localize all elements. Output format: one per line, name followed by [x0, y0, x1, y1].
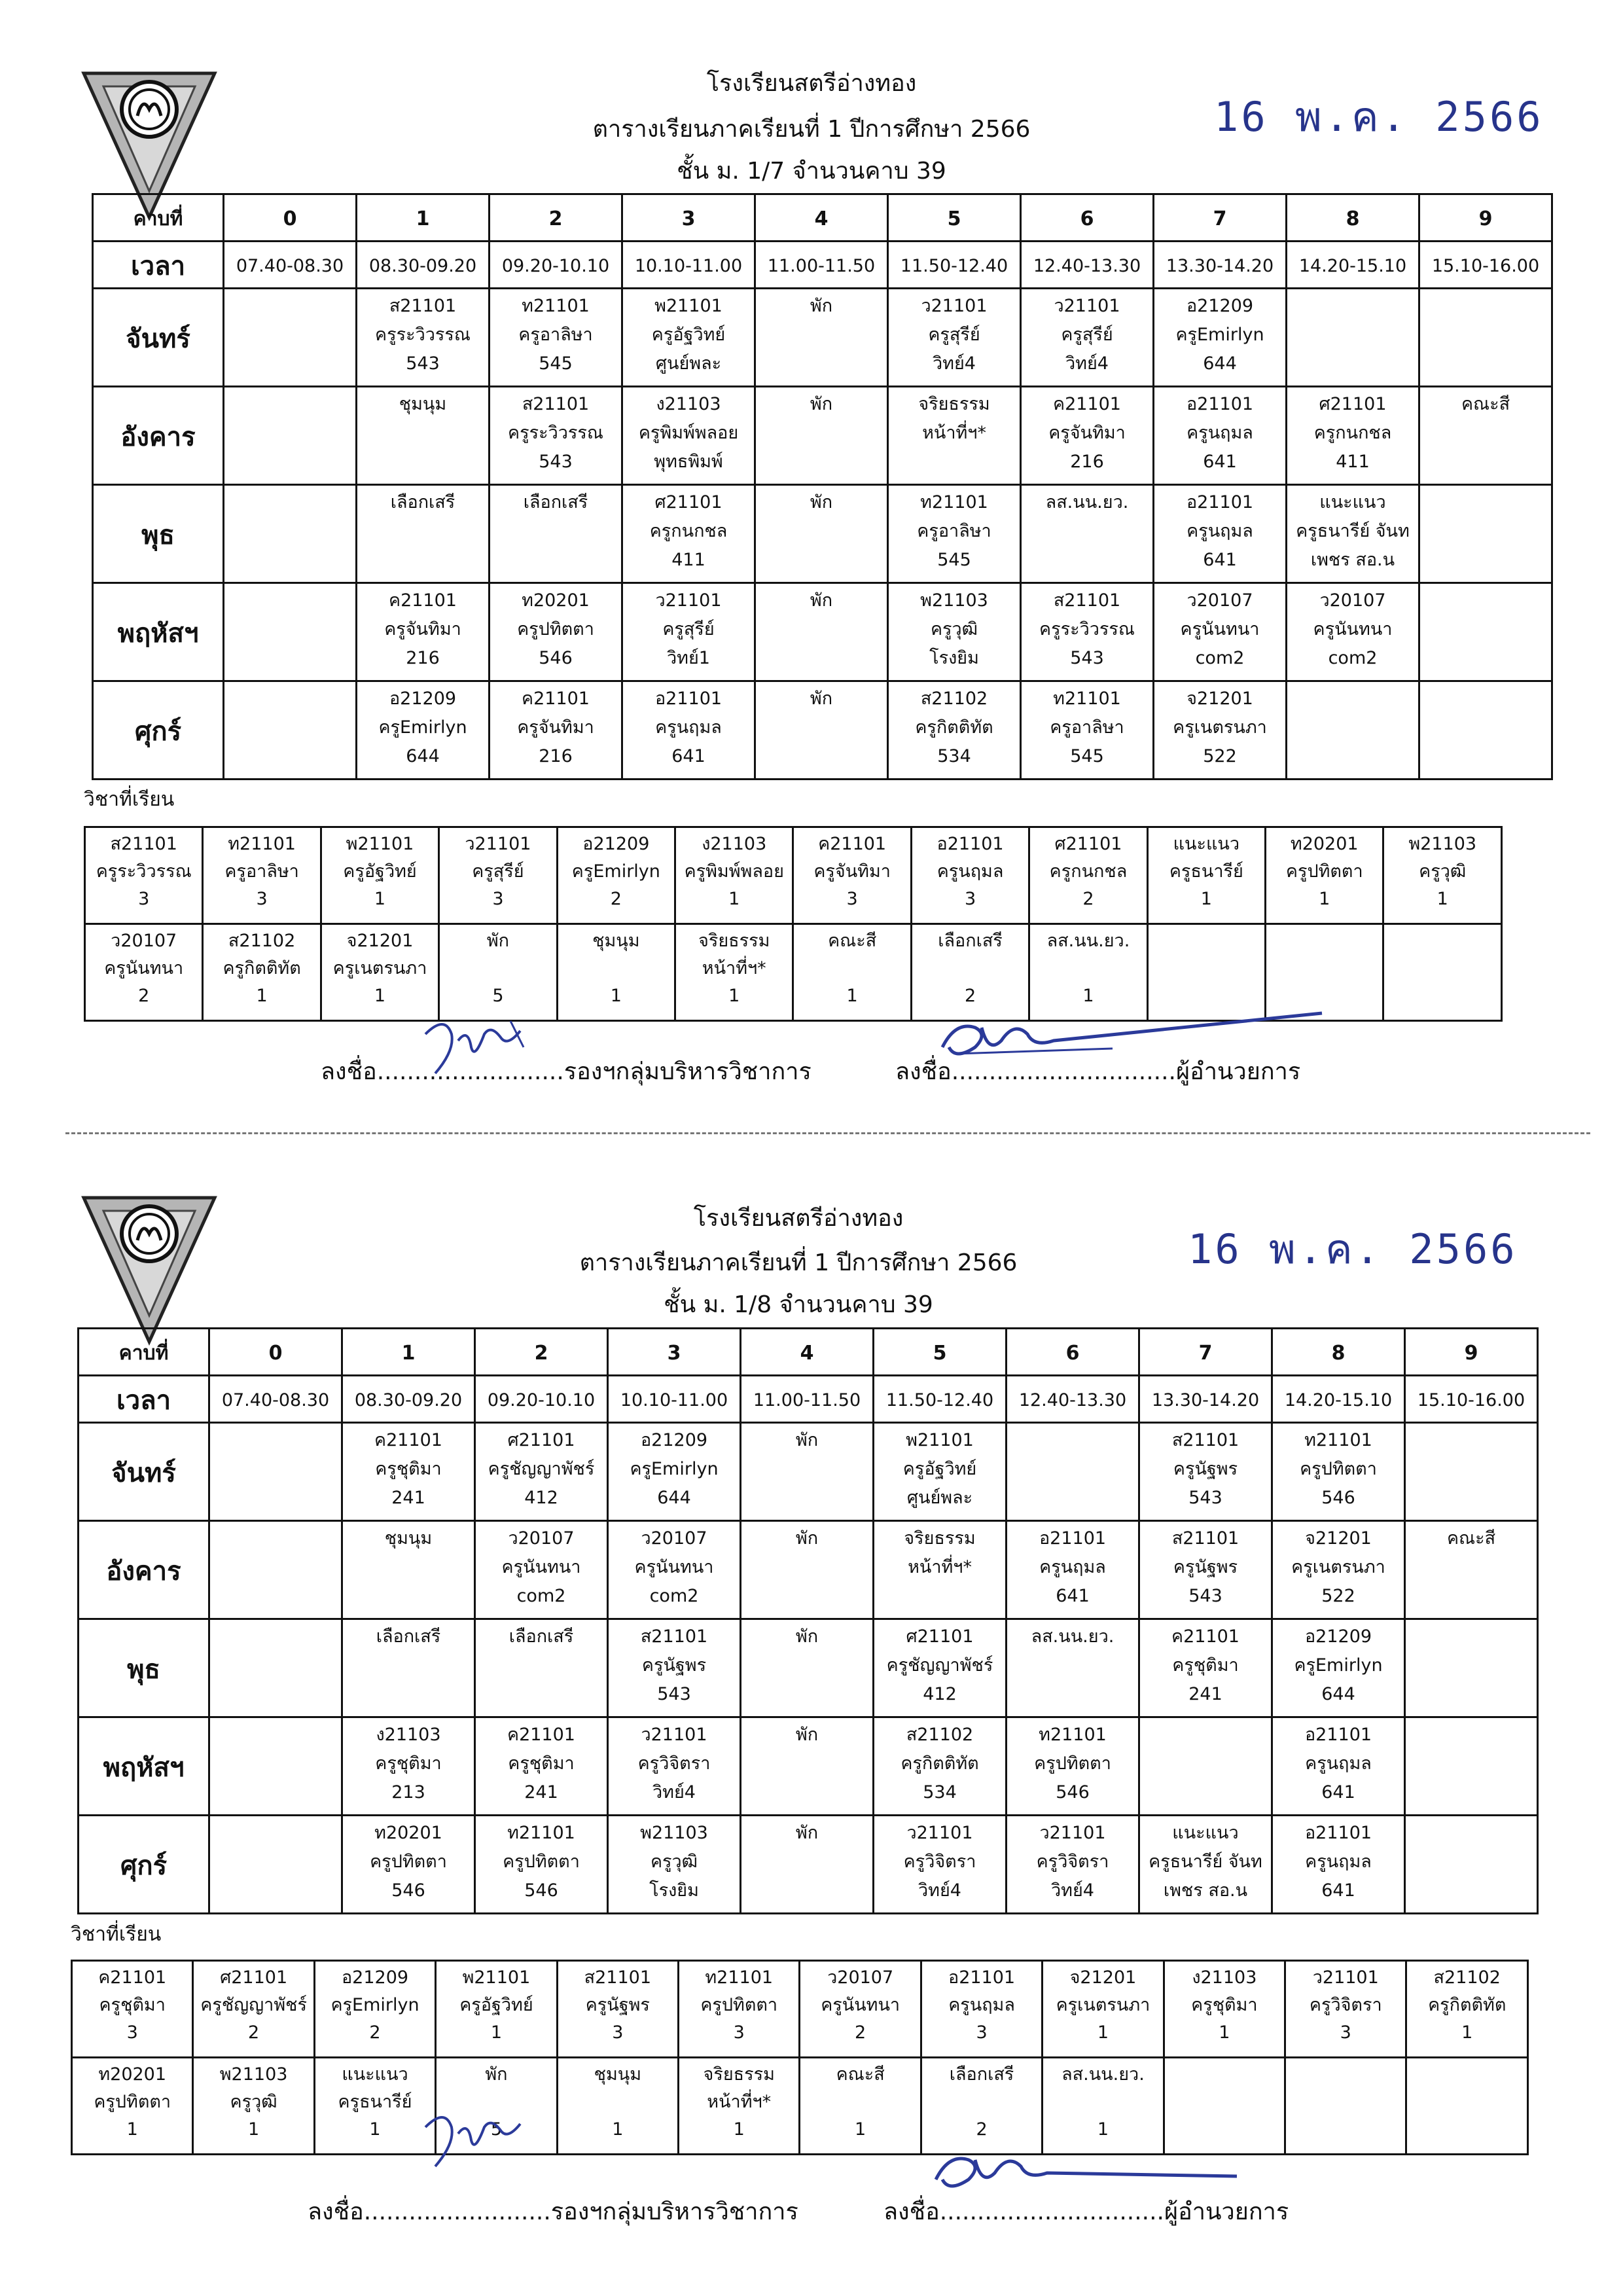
day-label: ศุกร์	[93, 681, 224, 780]
class-cell: ศ21101 ครูชัญญาพัชร์ 412	[475, 1423, 608, 1521]
class-cell: ท21101 ครูอาลิษา 545	[1021, 681, 1154, 780]
class-cell	[1419, 681, 1552, 780]
class-cell: ชุมนุม	[357, 387, 490, 485]
class-cell	[209, 1521, 342, 1619]
class-cell	[1419, 583, 1552, 681]
subject-cell: ค21101 ครูจันทิมา 3	[793, 827, 911, 924]
class-cell: ว21101 ครูสุรีย์ วิทย์1	[622, 583, 755, 681]
period-time: 15.10-16.00	[1419, 242, 1552, 289]
class-cell: ว20107 ครูนันทนา com2	[608, 1521, 741, 1619]
class-cell: ว21101 ครูวิจิตรา วิทย์4	[874, 1816, 1007, 1914]
period-time: 11.00-11.50	[741, 1376, 874, 1423]
period-number: 3	[622, 194, 755, 242]
period-time: 11.50-12.40	[888, 242, 1021, 289]
class-cell	[1287, 681, 1419, 780]
subject-cell: ว21101 ครูสุรีย์ 3	[439, 827, 557, 924]
subject-cell: ว20107 ครูนันทนา 2	[800, 1961, 921, 2058]
period-number: 4	[741, 1329, 874, 1376]
timetable	[77, 1327, 1539, 1914]
class-cell: ค21101 ครูจันทิมา 216	[357, 583, 490, 681]
subject-cell: อ21209 ครูEmirlyn 2	[314, 1961, 435, 2058]
class-cell: ค21101 ครูชุติมา 241	[342, 1423, 475, 1521]
class-cell: เลือกเสรี	[357, 485, 490, 583]
class-cell: ท21101 ครูอาลิษา 545	[490, 289, 622, 387]
subject-cell	[1383, 924, 1502, 1021]
class-cell	[209, 1816, 342, 1914]
subject-cell: ว20107 ครูนันทนา 2	[85, 924, 203, 1021]
class-cell: พ21101 ครูอัฐวิทย์ ศูนย์พละ	[874, 1423, 1007, 1521]
class-cell: อ21101 ครูนฤมล 641	[1007, 1521, 1139, 1619]
period-time: 11.50-12.40	[874, 1376, 1007, 1423]
class-cell: คณะสี	[1405, 1521, 1538, 1619]
class-cell	[1287, 289, 1419, 387]
class-cell: พัก	[755, 289, 888, 387]
class-cell	[224, 387, 357, 485]
period-time: 10.10-11.00	[622, 242, 755, 289]
period-time: 10.10-11.00	[608, 1376, 741, 1423]
period-number: 5	[874, 1329, 1007, 1376]
subject-cell: ท21101 ครูปทิตตา 3	[679, 1961, 800, 2058]
term-title: ตารางเรียนภาคเรียนที่ 1 ปีการศึกษา 2566	[592, 116, 1031, 143]
subject-cell: แนะแนว ครูธนารีย์ 1	[314, 2058, 435, 2155]
class-cell: ส21101 ครูระวิวรรณ 543	[1021, 583, 1154, 681]
subject-cell	[1266, 924, 1383, 1021]
schedule-sheet-1	[0, 0, 1623, 1113]
period-number: 1	[342, 1329, 475, 1376]
period-header-label: คาบที่	[79, 1329, 209, 1376]
subject-cell: ง21103 ครูพิมพ์พลอย 1	[675, 827, 793, 924]
class-cell: พ21101 ครูอัฐวิทย์ ศูนย์พละ	[622, 289, 755, 387]
subject-cell: ง21103 ครูชุติมา 1	[1164, 1961, 1285, 2058]
class-cell: ลส.นน.ยว.	[1007, 1619, 1139, 1717]
class-line: ชั้น ม. 1/7 จำนวนคาบ 39	[677, 158, 946, 185]
subject-cell: จริยธรรม หน้าที่ฯ* 1	[675, 924, 793, 1021]
class-cell	[224, 289, 357, 387]
day-label: พุธ	[79, 1619, 209, 1717]
class-cell: พัก	[741, 1717, 874, 1816]
class-cell: แนะแนว ครูธนารีย์ จันท เพชร สอ.น	[1287, 485, 1419, 583]
period-time: 09.20-10.10	[475, 1376, 608, 1423]
class-cell	[1405, 1619, 1538, 1717]
class-cell: ท20201 ครูปทิตตา 546	[342, 1816, 475, 1914]
class-cell: ส21101 ครูนัฐพร 543	[608, 1619, 741, 1717]
period-time: 14.20-15.10	[1272, 1376, 1405, 1423]
class-cell	[1405, 1717, 1538, 1816]
class-cell	[1405, 1423, 1538, 1521]
class-cell: ว21101 ครูวิจิตรา วิทย์4	[608, 1717, 741, 1816]
class-cell: ท21101 ครูปทิตตา 546	[1007, 1717, 1139, 1816]
subject-cell: ลส.นน.ยว. 1	[1029, 924, 1147, 1021]
schedule-sheet-2	[0, 1139, 1623, 2251]
subject-cell: อ21209 ครูEmirlyn 2	[557, 827, 675, 924]
subject-cell	[1147, 924, 1265, 1021]
subject-cell	[1406, 2058, 1528, 2155]
period-number: 8	[1287, 194, 1419, 242]
term-title: ตารางเรียนภาคเรียนที่ 1 ปีการศึกษา 2566	[579, 1249, 1018, 1276]
vice-director-signature	[412, 2101, 563, 2179]
period-number: 1	[357, 194, 490, 242]
class-cell: อ21101 ครูนฤมล 641	[1154, 485, 1287, 583]
subject-cell: คณะสี 1	[800, 2058, 921, 2155]
class-cell: ส21101 ครูนัฐพร 543	[1139, 1423, 1272, 1521]
period-number: 9	[1405, 1329, 1538, 1376]
period-number: 7	[1139, 1329, 1272, 1376]
class-cell: ว21101 ครูวิจิตรา วิทย์4	[1007, 1816, 1139, 1914]
day-label: พฤหัสฯ	[79, 1717, 209, 1816]
day-label: อังคาร	[93, 387, 224, 485]
class-cell	[224, 485, 357, 583]
period-time: 12.40-13.30	[1007, 1376, 1139, 1423]
subjects-label: วิชาที่เรียน	[84, 788, 175, 811]
subject-cell: อ21101 ครูนฤมล 3	[911, 827, 1029, 924]
class-cell: ค21101 ครูจันทิมา 216	[490, 681, 622, 780]
class-cell: ว20107 ครูนันทนา com2	[1287, 583, 1419, 681]
subject-cell: ท21101 ครูอาลิษา 3	[203, 827, 321, 924]
period-time: 12.40-13.30	[1021, 242, 1154, 289]
subject-cell: คณะสี 1	[793, 924, 911, 1021]
period-number: 9	[1419, 194, 1552, 242]
period-number: 4	[755, 194, 888, 242]
period-number: 3	[608, 1329, 741, 1376]
school-name: โรงเรียนสตรีอ่างทอง	[706, 70, 917, 97]
class-cell: พัก	[741, 1816, 874, 1914]
date-stamp: 16 พ.ค. 2566	[1188, 1225, 1518, 1273]
period-time: 13.30-14.20	[1154, 242, 1287, 289]
sign-vice-director: ลงชื่อ.........................รองฯกลุ่มบริหารวิชาการ	[308, 2198, 798, 2225]
class-cell: พ21103 ครูวุฒิ โรงยิม	[608, 1816, 741, 1914]
subject-cell: พัก 5	[436, 2058, 557, 2155]
class-cell	[209, 1423, 342, 1521]
period-number: 2	[475, 1329, 608, 1376]
period-time: 08.30-09.20	[357, 242, 490, 289]
sign-vice-director: ลงชื่อ.........................รองฯกลุ่มบริหารวิชาการ	[321, 1058, 812, 1085]
class-line: ชั้น ม. 1/8 จำนวนคาบ 39	[664, 1291, 933, 1318]
cut-line-divider	[65, 1132, 1590, 1134]
class-cell: อ21101 ครูนฤมล 641	[622, 681, 755, 780]
subject-cell: ท20201 ครูปทิตตา 1	[1266, 827, 1383, 924]
subject-cell: จริยธรรม หน้าที่ฯ* 1	[679, 2058, 800, 2155]
subject-cell: ท20201 ครูปทิตตา 1	[72, 2058, 193, 2155]
period-time: 11.00-11.50	[755, 242, 888, 289]
class-cell: ว21101 ครูสุรีย์ วิทย์4	[888, 289, 1021, 387]
class-cell: จริยธรรม หน้าที่ฯ*	[874, 1521, 1007, 1619]
period-number: 0	[224, 194, 357, 242]
class-cell	[1139, 1717, 1272, 1816]
class-cell: ว20107 ครูนันทนา com2	[475, 1521, 608, 1619]
class-cell: พัก	[741, 1619, 874, 1717]
class-cell: พ21103 ครูวุฒิ โรงยิม	[888, 583, 1021, 681]
subject-cell: ชุมนุม 1	[557, 924, 675, 1021]
class-cell: ค21101 ครูชุติมา 241	[475, 1717, 608, 1816]
subject-cell: พ21101 ครูอัฐวิทย์ 1	[436, 1961, 557, 2058]
class-cell: ท21101 ครูปทิตตา 546	[475, 1816, 608, 1914]
class-cell: ส21102 ครูกิตติทัต 534	[874, 1717, 1007, 1816]
class-cell: พัก	[741, 1423, 874, 1521]
class-cell: ค21101 ครูชุติมา 241	[1139, 1619, 1272, 1717]
class-cell: ง21103 ครูชุติมา 213	[342, 1717, 475, 1816]
subject-cell: ชุมนุม 1	[557, 2058, 678, 2155]
class-cell: ง21103 ครูพิมพ์พลอย พุทธพิมพ์	[622, 387, 755, 485]
class-cell: ส21102 ครูกิตติทัต 534	[888, 681, 1021, 780]
period-time: 07.40-08.30	[209, 1376, 342, 1423]
subject-cell: พ21103 ครูวุฒิ 1	[193, 2058, 314, 2155]
class-cell: ท21101 ครูอาลิษา 545	[888, 485, 1021, 583]
class-cell	[224, 681, 357, 780]
period-header-label: คาบที่	[93, 194, 224, 242]
subject-cell: ศ21101 ครูชัญญาพัชร์ 2	[193, 1961, 314, 2058]
subject-cell: ส21102 ครูกิตติทัต 1	[1406, 1961, 1528, 2058]
class-cell: ส21101 ครูระวิวรรณ 543	[490, 387, 622, 485]
day-label: ศุกร์	[79, 1816, 209, 1914]
period-time: 08.30-09.20	[342, 1376, 475, 1423]
period-time: 09.20-10.10	[490, 242, 622, 289]
class-cell: เลือกเสรี	[342, 1619, 475, 1717]
period-number: 2	[490, 194, 622, 242]
subjects-table	[71, 1960, 1529, 2155]
class-cell: คณะสี	[1419, 387, 1552, 485]
class-cell: จ21201 ครูเนตรนภา 522	[1154, 681, 1287, 780]
subject-cell: พัก 5	[439, 924, 557, 1021]
subject-cell: จ21201 ครูเนตรนภา 1	[321, 924, 438, 1021]
class-cell: อ21209 ครูEmirlyn 644	[608, 1423, 741, 1521]
period-number: 0	[209, 1329, 342, 1376]
subject-cell: ส21101 ครูนัฐพร 3	[557, 1961, 678, 2058]
subjects-label: วิชาที่เรียน	[71, 1923, 162, 1946]
subject-cell: ลส.นน.ยว. 1	[1043, 2058, 1164, 2155]
day-label: อังคาร	[79, 1521, 209, 1619]
period-number: 8	[1272, 1329, 1405, 1376]
class-cell: อ21209 ครูEmirlyn 644	[357, 681, 490, 780]
time-label: เวลา	[93, 242, 224, 289]
day-label: จันทร์	[79, 1423, 209, 1521]
class-cell: ลส.นน.ยว.	[1021, 485, 1154, 583]
subject-cell: พ21103 ครูวุฒิ 1	[1383, 827, 1502, 924]
subject-cell: จ21201 ครูเนตรนภา 1	[1043, 1961, 1164, 2058]
class-cell: อ21209 ครูEmirlyn 644	[1154, 289, 1287, 387]
class-cell	[1419, 289, 1552, 387]
period-number: 7	[1154, 194, 1287, 242]
class-cell	[1419, 485, 1552, 583]
sign-director: ลงชื่อ..............................ผู้อำนวยการ	[895, 1058, 1301, 1085]
class-cell: ว21101 ครูสุรีย์ วิทย์4	[1021, 289, 1154, 387]
class-cell: อ21101 ครูนฤมล 641	[1272, 1816, 1405, 1914]
class-cell: อ21101 ครูนฤมล 641	[1154, 387, 1287, 485]
class-cell: พัก	[755, 485, 888, 583]
day-label: พุธ	[93, 485, 224, 583]
subject-cell: แนะแนว ครูธนารีย์ 1	[1147, 827, 1265, 924]
class-cell: พัก	[755, 387, 888, 485]
class-cell: อ21209 ครูEmirlyn 644	[1272, 1619, 1405, 1717]
period-time: 14.20-15.10	[1287, 242, 1419, 289]
subject-cell: ส21101 ครูระวิวรรณ 3	[85, 827, 203, 924]
class-cell	[1007, 1423, 1139, 1521]
class-cell: ว20107 ครูนันทนา com2	[1154, 583, 1287, 681]
date-stamp: 16 พ.ค. 2566	[1214, 93, 1544, 141]
subject-cell	[1285, 2058, 1406, 2155]
period-number: 5	[888, 194, 1021, 242]
class-cell: พัก	[755, 681, 888, 780]
subject-cell: ศ21101 ครูกนกชล 2	[1029, 827, 1147, 924]
subject-cell: เลือกเสรี 2	[921, 2058, 1042, 2155]
subject-cell: ว21101 ครูวิจิตรา 3	[1285, 1961, 1406, 2058]
class-cell: ศ21101 ครูกนกชล 411	[622, 485, 755, 583]
timetable	[92, 193, 1553, 780]
period-number: 6	[1021, 194, 1154, 242]
class-cell: ชุมนุม	[342, 1521, 475, 1619]
period-time: 15.10-16.00	[1405, 1376, 1538, 1423]
class-cell: ค21101 ครูจันทิมา 216	[1021, 387, 1154, 485]
class-cell: ส21101 ครูนัฐพร 543	[1139, 1521, 1272, 1619]
class-cell: ท20201 ครูปทิตตา 546	[490, 583, 622, 681]
class-cell: ศ21101 ครูกนกชล 411	[1287, 387, 1419, 485]
subjects-table	[84, 826, 1503, 1022]
subject-cell: พ21101 ครูอัฐวิทย์ 1	[321, 827, 438, 924]
period-number: 6	[1007, 1329, 1139, 1376]
period-time: 07.40-08.30	[224, 242, 357, 289]
class-cell: จ21201 ครูเนตรนภา 522	[1272, 1521, 1405, 1619]
class-cell: ส21101 ครูระวิวรรณ 543	[357, 289, 490, 387]
class-cell: แนะแนว ครูธนารีย์ จันท เพชร สอ.น	[1139, 1816, 1272, 1914]
class-cell	[209, 1619, 342, 1717]
class-cell: เลือกเสรี	[490, 485, 622, 583]
school-name: โรงเรียนสตรีอ่างทอง	[693, 1205, 904, 1232]
class-cell: ศ21101 ครูชัญญาพัชร์ 412	[874, 1619, 1007, 1717]
class-cell: พัก	[741, 1521, 874, 1619]
class-cell	[1405, 1816, 1538, 1914]
class-cell: จริยธรรม หน้าที่ฯ*	[888, 387, 1021, 485]
day-label: พฤหัสฯ	[93, 583, 224, 681]
class-cell: เลือกเสรี	[475, 1619, 608, 1717]
sign-director: ลงชื่อ..............................ผู้อำนวยการ	[883, 2198, 1289, 2225]
subject-cell: เลือกเสรี 2	[911, 924, 1029, 1021]
class-cell: ท21101 ครูปทิตตา 546	[1272, 1423, 1405, 1521]
class-cell	[209, 1717, 342, 1816]
class-cell	[224, 583, 357, 681]
day-label: จันทร์	[93, 289, 224, 387]
time-label: เวลา	[79, 1376, 209, 1423]
subject-cell: อ21101 ครูนฤมล 3	[921, 1961, 1042, 2058]
class-cell: อ21101 ครูนฤมล 641	[1272, 1717, 1405, 1816]
subject-cell: ส21102 ครูกิตติทัต 1	[203, 924, 321, 1021]
period-time: 13.30-14.20	[1139, 1376, 1272, 1423]
subject-cell: ค21101 ครูชุติมา 3	[72, 1961, 193, 2058]
class-cell: พัก	[755, 583, 888, 681]
